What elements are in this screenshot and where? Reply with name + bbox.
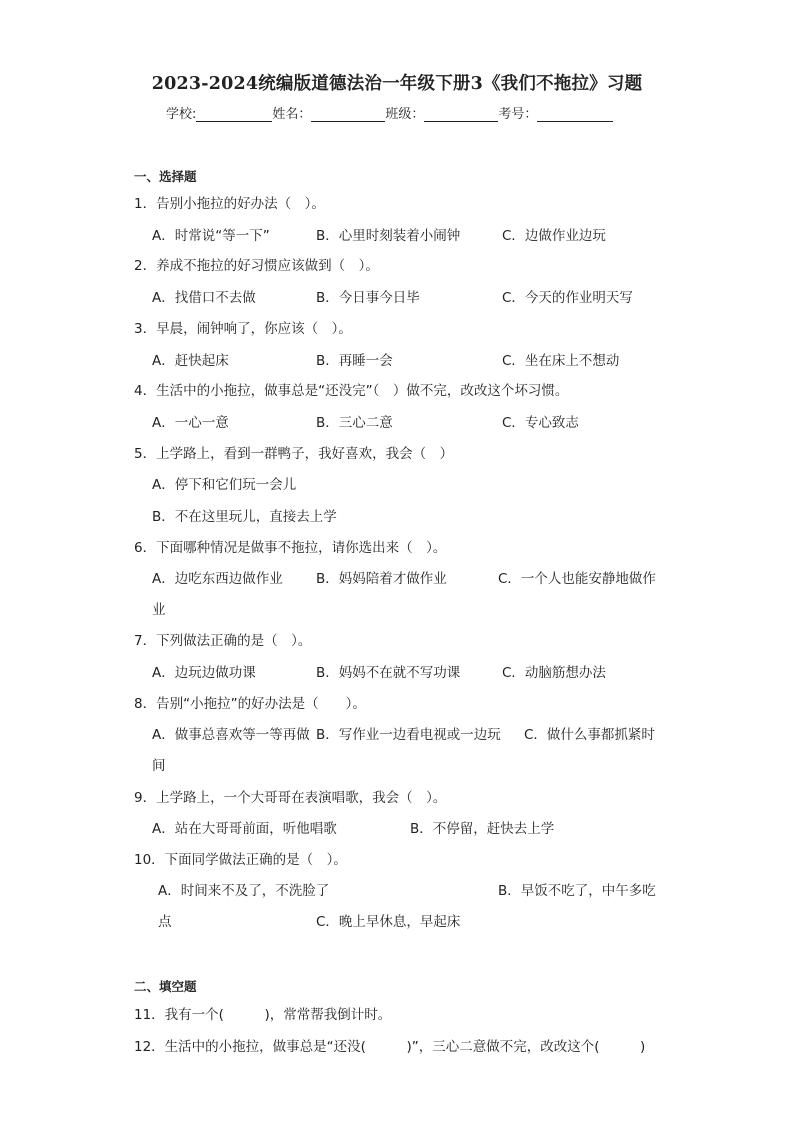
question-12: 12．生活中的小拖拉，做事总是“还没( )”，三心二意做不完，改改这个( ) xyxy=(134,1039,646,1055)
question-11: 11．我有一个( )，常常帮我倒计时。 xyxy=(134,1007,392,1023)
q4-option-c[interactable]: C．专心致志 xyxy=(502,415,579,431)
class-label: 班级： xyxy=(385,107,425,122)
q7-option-c[interactable]: C．动脑筋想办法 xyxy=(502,665,606,681)
question-8: 8．告别“小拖拉”的好办法是（ ）。 xyxy=(134,696,366,712)
q1-option-c[interactable]: C．边做作业边玩 xyxy=(502,228,606,244)
number-blank[interactable] xyxy=(537,107,613,122)
q8-option-c[interactable]: C．做什么事都抓紧时 xyxy=(524,727,655,743)
question-10: 10．下面同学做法正确的是（ ）。 xyxy=(134,852,347,868)
q8-option-a[interactable]: A．做事总喜欢等一等再做 xyxy=(152,727,310,743)
q9-option-a[interactable]: A．站在大哥哥前面，听他唱歌 xyxy=(152,821,337,837)
q4-option-b[interactable]: B．三心二意 xyxy=(316,415,393,431)
school-blank[interactable] xyxy=(196,107,272,122)
page-title: 2023-2024统编版道德法治一年级下册3《我们不拖拉》习题 xyxy=(151,74,643,94)
question-5: 5．上学路上，看到一群鸭子，我好喜欢，我会（ ） xyxy=(134,446,454,462)
section-choice-heading: 一、选择题 xyxy=(134,169,197,184)
q1-option-a[interactable]: A．时常说“等一下” xyxy=(152,228,270,244)
q8-option-c-wrap: 间 xyxy=(152,758,166,774)
q6-option-b[interactable]: B．妈妈陪着才做作业 xyxy=(316,571,447,587)
q3-option-c[interactable]: C．坐在床上不想动 xyxy=(502,353,620,369)
q7-option-b[interactable]: B．妈妈不在就不写功课 xyxy=(316,665,461,681)
q1-option-b[interactable]: B．心里时刻装着小闹钟 xyxy=(316,228,461,244)
q10-option-c[interactable]: C．晚上早休息，早起床 xyxy=(316,914,461,930)
class-blank[interactable] xyxy=(424,107,498,122)
question-7: 7．下列做法正确的是（ ）。 xyxy=(134,633,312,649)
q2-option-c[interactable]: C．今天的作业明天写 xyxy=(502,290,633,306)
q10-option-b[interactable]: B．早饭不吃了，中午多吃 xyxy=(498,883,656,899)
question-4: 4．生活中的小拖拉，做事总是“还没完”（ ）做不完，改改这个坏习惯。 xyxy=(134,383,569,399)
school-label: 学校: xyxy=(166,107,197,122)
question-6: 6．下面哪种情况是做事不拖拉，请你选出来（ ）。 xyxy=(134,540,447,556)
q8-option-b[interactable]: B．写作业一边看电视或一边玩 xyxy=(316,727,501,743)
q2-option-b[interactable]: B．今日事今日毕 xyxy=(316,290,420,306)
question-9: 9．上学路上，一个大哥哥在表演唱歌，我会（ ）。 xyxy=(134,790,447,806)
question-2: 2．养成不拖拉的好习惯应该做到（ ）。 xyxy=(134,258,379,274)
q9-option-b[interactable]: B．不停留，赶快去上学 xyxy=(410,821,555,837)
q10-option-a[interactable]: A．时间来不及了，不洗脸了 xyxy=(158,883,330,899)
q6-option-c-wrap: 业 xyxy=(152,602,166,618)
q6-option-c[interactable]: C．一个人也能安静地做作 xyxy=(498,571,656,587)
number-label: 考号： xyxy=(498,107,538,122)
student-info-row xyxy=(166,103,613,122)
question-1: 1．告别小拖拉的好办法（ ）。 xyxy=(134,196,325,212)
q2-option-a[interactable]: A．找借口不去做 xyxy=(152,290,256,306)
section-fill-heading: 二、填空题 xyxy=(134,979,197,994)
name-label: 姓名： xyxy=(272,107,312,122)
q4-option-a[interactable]: A．一心一意 xyxy=(152,415,229,431)
q7-option-a[interactable]: A．边玩边做功课 xyxy=(152,665,256,681)
q10-option-b-wrap: 点 xyxy=(158,914,172,930)
name-blank[interactable] xyxy=(311,107,385,122)
question-3: 3．早晨，闹钟响了，你应该（ ）。 xyxy=(134,321,352,337)
q5-option-a[interactable]: A．停下和它们玩一会儿 xyxy=(152,477,297,493)
q5-option-b[interactable]: B．不在这里玩儿，直接去上学 xyxy=(152,509,337,525)
q3-option-b[interactable]: B．再睡一会 xyxy=(316,353,393,369)
q6-option-a[interactable]: A．边吃东西边做作业 xyxy=(152,571,283,587)
q3-option-a[interactable]: A．赶快起床 xyxy=(152,353,229,369)
